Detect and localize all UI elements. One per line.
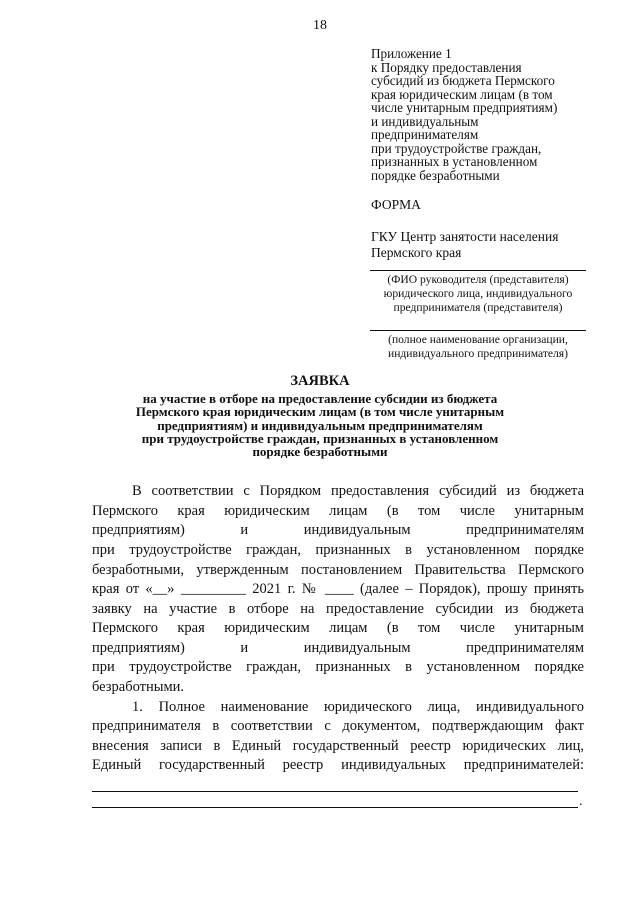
body-line: безработными. xyxy=(92,679,185,695)
body-line: заявку на участие в отборе на предоставление субсидии из бюджета xyxy=(92,601,584,617)
body-line: предприятиям) и индивидуальным предпринимателям xyxy=(92,640,584,656)
document-title: ЗАЯВКА xyxy=(290,373,350,389)
subtitle-line: Пермского края юридическим лицам (в том числе унитарным xyxy=(135,404,505,420)
appendix-line: предпринимателям xyxy=(371,127,479,142)
recipient-line: Пермского края xyxy=(371,244,462,260)
body-line: внесения записи в Единый государственный реестр юридических лиц, xyxy=(92,738,584,754)
form-label: ФОРМА xyxy=(371,197,421,212)
body-line: предпринимателя в соответствии с документом, подтверждающим факт xyxy=(92,718,584,734)
document-subtitle xyxy=(110,392,530,458)
fill-in-line xyxy=(92,791,578,792)
subtitle-line: на участие в отборе на предоставление субсидии из бюджета xyxy=(142,391,498,406)
body-line: 1. Полное наименование юридического лица, индивидуального xyxy=(132,699,584,715)
appendix-line: и индивидуальным xyxy=(371,113,479,129)
end-mark: . xyxy=(579,794,583,809)
appendix-line: субсидий из бюджета Пермского xyxy=(371,73,555,88)
body-line: Пермского края юридическим лицам (в том числе унитарным xyxy=(92,503,584,519)
subtitle-line: предприятиям) и индивидуальным предпринимателям xyxy=(157,417,483,433)
body-line: при трудоустройстве граждан, признанных в установленном порядке xyxy=(92,542,584,558)
body-line: безработными, утвержденным постановлением Правительства Пермского xyxy=(92,562,584,578)
body-line: края от «__» _________ 2021 г. № ____ (далее – Порядок), прошу принять xyxy=(92,581,584,597)
signature-caption: индивидуального предпринимателя) xyxy=(387,347,569,360)
appendix-line: при трудоустройстве граждан, xyxy=(371,140,542,156)
body-line: при трудоустройстве граждан, признанных в установленном порядке xyxy=(92,659,584,675)
appendix-line: края юридическим лицам (в том xyxy=(371,86,553,102)
appendix-line: признанных в установленном xyxy=(371,154,538,169)
signature-field-organization xyxy=(370,330,586,361)
fill-in-line xyxy=(92,807,578,808)
signature-caption: (ФИО руководителя (представителя) xyxy=(387,273,569,286)
appendix-line: числе унитарным предприятиям) xyxy=(371,100,558,115)
signature-caption: предпринимателя (представителя) xyxy=(393,301,563,314)
subtitle-line: при трудоустройстве граждан, признанных в установленном xyxy=(141,430,499,446)
appendix-line: к Порядку предоставления xyxy=(371,59,522,75)
recipient-line: ГКУ Центр занятости населения xyxy=(371,229,559,244)
signature-caption: юридического лица, индивидуального xyxy=(383,287,573,300)
body-line: Пермского края юридическим лицам (в том числе унитарным xyxy=(92,620,584,636)
subtitle-line: порядке безработными xyxy=(252,444,388,460)
body-line: Единый государственный реестр индивидуальных предпринимателей: xyxy=(92,757,584,773)
body-line: предприятиям) и индивидуальным предпринимателям xyxy=(92,522,584,538)
body-line: В соответствии с Порядком предоставления субсидий из бюджета xyxy=(132,483,584,499)
appendix-block xyxy=(371,47,606,182)
page-number: 18 xyxy=(313,18,327,33)
recipient-name xyxy=(371,229,558,260)
signature-field-head xyxy=(370,270,586,315)
appendix-line: порядке безработными xyxy=(371,167,500,183)
signature-caption: (полное наименование организации, xyxy=(388,333,568,346)
appendix-line: Приложение 1 xyxy=(371,46,452,61)
